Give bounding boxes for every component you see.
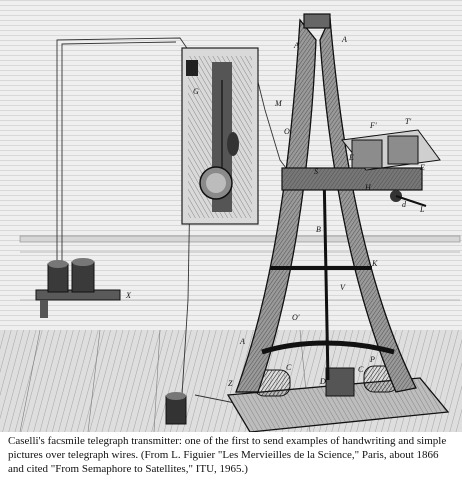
label-C-right: C — [358, 365, 364, 374]
floor-battery — [166, 392, 186, 424]
label-H: H — [365, 183, 371, 192]
cylinder — [352, 140, 382, 168]
label-A-top: A — [294, 41, 299, 50]
label-P: P — [370, 355, 375, 364]
wainscot-rail — [20, 236, 460, 242]
label-G: G — [193, 87, 199, 96]
label-T-prime: T' — [405, 117, 412, 126]
label-E-right: E — [420, 163, 425, 172]
label-A-low: A — [240, 337, 245, 346]
pendulum-weight — [227, 132, 239, 156]
label-E-left: E — [349, 153, 354, 162]
label-O: O — [284, 127, 290, 136]
label-M: M — [275, 99, 282, 108]
label-L: L — [420, 205, 425, 214]
label-X: X — [126, 291, 131, 300]
label-B: B — [316, 225, 321, 234]
label-V: V — [340, 283, 345, 292]
label-O-prime: O' — [292, 313, 300, 322]
label-C-left: C — [286, 363, 292, 372]
label-D: D — [320, 377, 326, 386]
label-F-prime: F' — [370, 121, 377, 130]
figure-caption: Caselli's facsmile telegraph transmitter: one of the first to send examples of handwriting and simple pictures over telegraph wires. (From L. Figuier "Les Mervieilles de la Science," Paris, about 1866 and cited "From Semaphore to Satellites," ITU, 1965.) — [8, 435, 447, 475]
label-d: d — [402, 200, 406, 209]
label-Z: Z — [228, 379, 233, 388]
label-S: S — [314, 167, 318, 176]
label-K: K — [372, 259, 378, 268]
label-A-right: A — [342, 35, 347, 44]
pendulum-panel — [182, 48, 258, 224]
